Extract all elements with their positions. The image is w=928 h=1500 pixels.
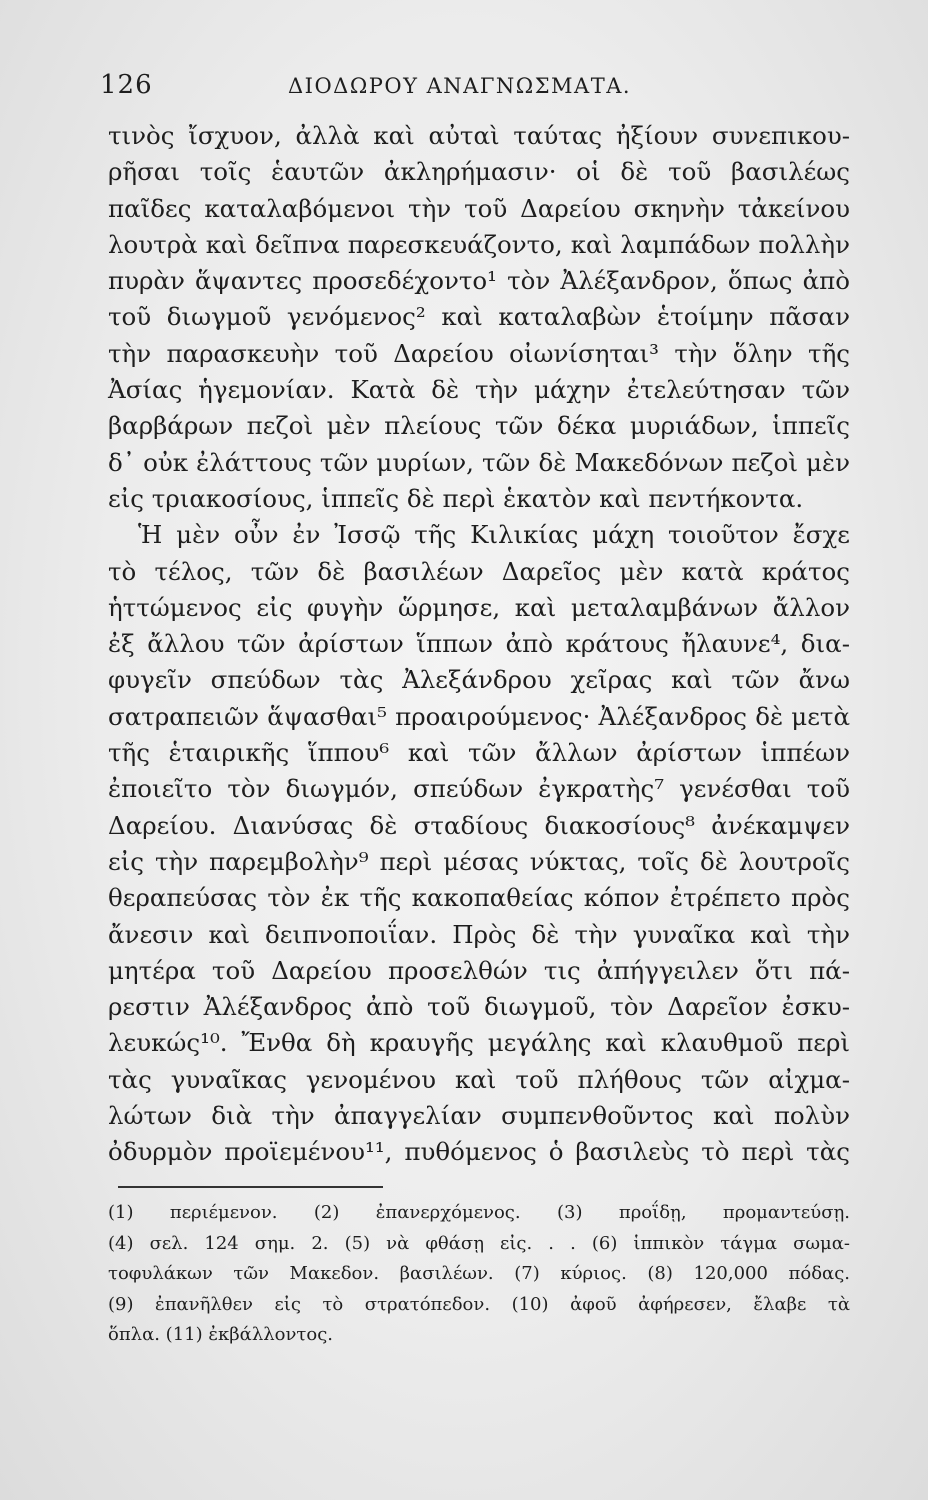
text-line: τινὸς ἴσχυον, ἀλλὰ καὶ αὐταὶ ταύτας ἠξίουν συνεπικου-	[108, 121, 850, 150]
text-line: τὴν παρασκευὴν τοῦ Δαρείου οἰωνίσηται³ τὴν ὅλην τῆς	[108, 338, 850, 368]
text-line: εἰς τριακοσίους, ἱππεῖς δὲ περὶ ἑκατὸν καὶ πεντήκοντα.	[108, 483, 804, 513]
text-line: ἐποιεῖτο τὸν διωγμόν, σπεύδων ἐγκρατὴς⁷ γενέσθαι τοῦ	[108, 774, 850, 804]
footnote-line: τοφυλάκων τῶν Μακεδον. βασιλέων. (7) κύριος. (8) 120,000 πόδας.	[108, 1263, 850, 1284]
footnote-line: (9) ἐπανῆλθεν εἰς τὸ στρατόπεδον. (10) ἀφοῦ ἀφήρεσεν, ἔλαβε τὰ	[108, 1293, 850, 1315]
footnotes	[108, 1198, 850, 1351]
text-line: λουτρὰ καὶ δεῖπνα παρεσκευάζοντο, καὶ λαμπάδων πολλὴν	[108, 229, 850, 259]
text-line: δ᾽ οὐκ ἐλάττους τῶν μυρίων, τῶν δὲ Μακεδόνων πεζοὶ μὲν	[108, 447, 850, 477]
text-line: τοῦ διωγμοῦ γενόμενος² καὶ καταλαβὼν ἑτοίμην πᾶσαν	[108, 302, 850, 332]
text-line: βαρβάρων πεζοὶ μὲν πλείους τῶν δέκα μυριάδων, ἱππεῖς	[108, 411, 850, 441]
text-line: τὰς γυναῖκας γενομένου καὶ τοῦ πλήθους τῶν αἰχμα-	[108, 1064, 850, 1094]
footnote-separator	[118, 1186, 383, 1188]
main-text	[108, 118, 850, 1171]
text-line: ρῆσαι τοῖς ἑαυτῶν ἀκληρήμασιν· οἱ δὲ τοῦ βασιλέως	[108, 157, 850, 187]
text-line: ἡττώμενος εἰς φυγὴν ὥρμησε, καὶ μεταλαμβάνων ἄλλον	[108, 592, 850, 622]
text-line: παῖδες καταλαβόμενοι τὴν τοῦ Δαρείου σκηνὴν τἀκείνου	[108, 193, 850, 223]
footnote-line: (4) σελ. 124 σημ. 2. (5) νὰ φθάσῃ εἰς. . . (6) ἱππικὸν τάγμα σωμα-	[108, 1232, 850, 1254]
text-line: Δαρείου. Διανύσας δὲ σταδίους διακοσίους⁸ ἀνέκαμψεν	[108, 810, 850, 840]
text-line: ἐξ ἄλλου τῶν ἀρίστων ἵππων ἀπὸ κράτους ἤλαυνε⁴, δια-	[108, 629, 850, 659]
page-number: 126	[100, 70, 153, 100]
text-line: λευκώς¹⁰. Ἔνθα δὴ κραυγῆς μεγάλης καὶ κλαυθμοῦ περὶ	[108, 1028, 850, 1058]
page-header	[100, 70, 860, 110]
text-line: Ἀσίας ἡγεμονίαν. Κατὰ δὲ τὴν μάχην ἐτελεύτησαν τῶν	[108, 375, 850, 405]
text-line: λώτων διὰ τὴν ἀπαγγελίαν συμπενθοῦντος καὶ πολὺν	[108, 1101, 850, 1131]
text-line: ὀδυρμὸν προϊεμένου¹¹, πυθόμενος ὁ βασιλεὺς τὸ περὶ τὰς	[108, 1137, 850, 1167]
text-line: θεραπεύσας τὸν ἐκ τῆς κακοπαθείας κόπον ἐτρέπετο πρὸς	[108, 883, 850, 913]
text-line: ρεστιν Ἀλέξανδρος ἀπὸ τοῦ διωγμοῦ, τὸν Δαρεῖον ἐσκυ-	[108, 992, 850, 1022]
text-line: τὸ τέλος, τῶν δὲ βασιλέων Δαρεῖος μὲν κατὰ κράτος	[108, 556, 850, 586]
footnote-line: (1) περιέμενον. (2) ἐπανερχόμενος. (3) προΐδῃ, προμαντεύσῃ.	[108, 1202, 850, 1223]
text-line: σατραπειῶν ἅψασθαι⁵ προαιρούμενος· Ἀλέξανδρος δὲ μετὰ	[108, 701, 850, 731]
text-line: μητέρα τοῦ Δαρείου προσελθών τις ἀπήγγειλεν ὅτι πά-	[108, 955, 850, 985]
text-line: φυγεῖν σπεύδων τὰς Ἀλεξάνδρου χεῖρας καὶ τῶν ἄνω	[108, 665, 850, 695]
text-line: Ἡ μὲν οὖν ἐν Ἰσσῷ τῆς Κιλικίας μάχη τοιοῦτον ἔσχε	[138, 520, 850, 550]
footnote-line: ὅπλα. (11) ἐκβάλλοντος.	[108, 1324, 334, 1345]
text-line: ἄνεσιν καὶ δειπνοποιΐαν. Πρὸς δὲ τὴν γυναῖκα καὶ τὴν	[108, 919, 850, 949]
running-title: ΔΙΟΔΩΡΟΥ ΑΝΑΓΝΩΣΜΑΤΑ.	[288, 74, 632, 98]
text-line: εἰς τὴν παρεμβολὴν⁹ περὶ μέσας νύκτας, τοῖς δὲ λουτροῖς	[108, 846, 850, 876]
text-line: πυρὰν ἅψαντες προσεδέχοντο¹ τὸν Ἀλέξανδρον, ὅπως ἀπὸ	[108, 266, 850, 296]
text-line: τῆς ἑταιρικῆς ἵππου⁶ καὶ τῶν ἄλλων ἀρίστων ἱππέων	[108, 738, 850, 768]
